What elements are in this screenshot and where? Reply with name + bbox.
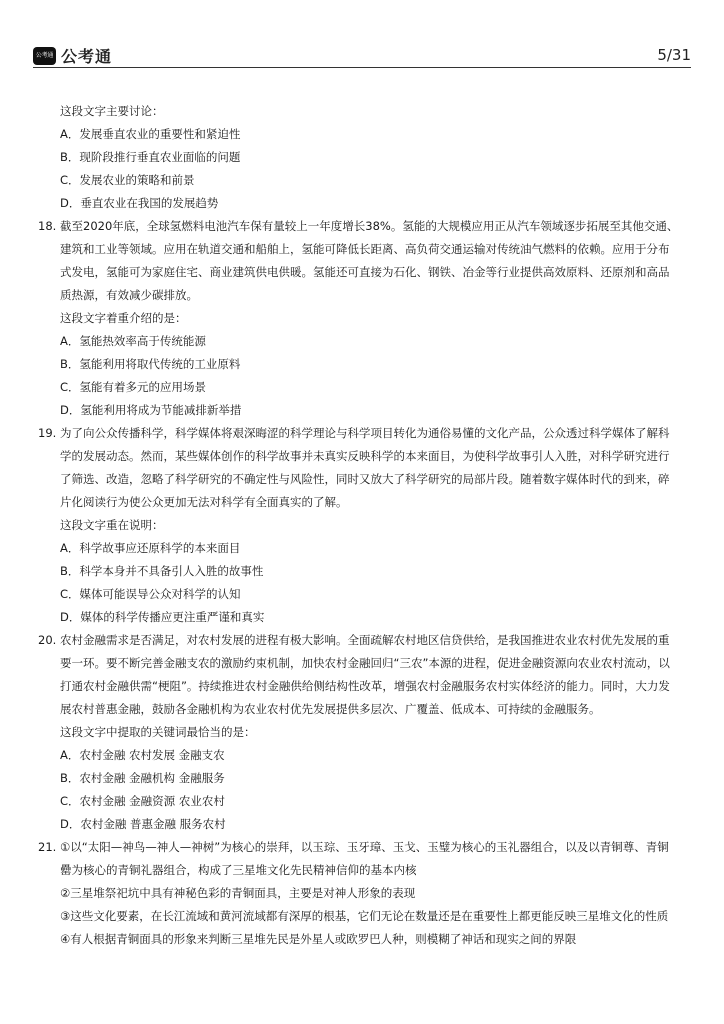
- question-prompt: 这段文字中提取的关键词最恰当的是：: [60, 725, 256, 739]
- question-number: 20.: [38, 633, 57, 647]
- question-18: [38, 215, 688, 422]
- passage-line: 了筛选、改造，忽略了科学研究的不确定性与风险性，同时又放大了科学研究的局部片段。随着数字媒体时代的到来，碎: [60, 472, 670, 486]
- option-a: A．农村金融 农村发展 金融支农: [60, 748, 225, 762]
- question-number: 19.: [38, 426, 57, 440]
- page-number: 5/31: [657, 46, 691, 64]
- option-d: D．垂直农业在我国的发展趋势: [60, 196, 219, 210]
- question-17-tail: [38, 100, 688, 215]
- logo-badge-icon: 公考通: [33, 47, 56, 65]
- passage-line: 为了向公众传播科学，科学媒体将艰深晦涩的科学理论与科学项目转化为通俗易懂的文化产品，公众透过科学媒体了解科: [60, 426, 670, 440]
- passage-line: 学的发展动态。然而，某些媒体创作的科学故事并未真实反映科学的本来面目，为使科学故事引人入胜，对科学研究进行: [60, 449, 670, 463]
- page-header: [33, 42, 691, 68]
- passage-line: 农村金融需求是否满足，对农村发展的进程有极大影响。全面疏解农村地区信贷供给，是我国推进农业农村优先发展的重: [60, 633, 670, 647]
- passage-line: 片化阅读行为使公众更加无法对科学有全面真实的了解。: [60, 495, 348, 509]
- option-c: C．氢能有着多元的应用场景: [60, 380, 207, 394]
- question-20: [38, 629, 688, 836]
- option-b: B．氢能利用将取代传统的工业原料: [60, 357, 241, 371]
- header-divider: [33, 67, 691, 68]
- passage-line: 质热源，有效减少碳排放。: [60, 288, 198, 302]
- question-21: [38, 836, 688, 951]
- document-body: [38, 100, 688, 951]
- option-c: C．媒体可能误导公众对科学的认知: [60, 587, 241, 601]
- option-d: D．媒体的科学传播应更注重严谨和真实: [60, 610, 265, 624]
- question-prompt: 这段文字着重介绍的是：: [60, 311, 187, 325]
- option-c: C．发展农业的策略和前景: [60, 173, 195, 187]
- question-number: 18.: [38, 219, 57, 233]
- passage-line: 展农村普惠金融，鼓励各金融机构为农业农村优先发展提供多层次、广覆盖、低成本、可持续的金融服务。: [60, 702, 601, 716]
- passage-line: 建筑和工业等领域。应用在轨道交通和船舶上，氢能可降低长距离、高负荷交通运输对传统油气燃料的依赖。应用于分布: [60, 242, 670, 256]
- logo-text: 公考通: [61, 47, 113, 66]
- option-c: C．农村金融 金融资源 农业农村: [60, 794, 225, 808]
- option-b: B．农村金融 金融机构 金融服务: [60, 771, 225, 785]
- question-prompt: 这段文字重在说明：: [60, 518, 164, 532]
- option-d: D．氢能利用将成为节能减排新举措: [60, 403, 242, 417]
- question-19: [38, 422, 688, 629]
- option-b: B．现阶段推行垂直农业面临的问题: [60, 150, 241, 164]
- passage-line: 式发电，氢能可为家庭住宅、商业建筑供电供暖。氢能还可直接为石化、钢铁、冶金等行业提供高效原料、还原剂和高品: [60, 265, 670, 279]
- option-b: B．科学本身并不具备引人入胜的故事性: [60, 564, 264, 578]
- question-prompt: 这段文字主要讨论：: [60, 104, 164, 118]
- statement-line: ①以“太阳—神鸟—神人—神树”为核心的崇拜，以玉琮、玉牙璋、玉戈、玉璧为核心的玉礼器组合，以及以青铜尊、青铜: [60, 840, 669, 854]
- option-a: A．发展垂直农业的重要性和紧迫性: [60, 127, 241, 141]
- statement-line: ④有人根据青铜面具的形象来判断三星堆先民是外星人或欧罗巴人种，则模糊了神话和现实之间的界限: [60, 932, 577, 946]
- brand-logo: [33, 44, 112, 67]
- statement-line: ②三星堆祭祀坑中具有神秘色彩的青铜面具，主要是对神人形象的表现: [60, 886, 416, 900]
- statement-line: 罍为核心的青铜礼器组合，构成了三星堆文化先民精神信仰的基本内核: [60, 863, 417, 877]
- passage-line: 截至2020年底，全球氢燃料电池汽车保有量较上一年度增长38%。氢能的大规模应用正从汽车领域逐步拓展至其他交通、: [60, 219, 679, 233]
- option-a: A．氢能热效率高于传统能源: [60, 334, 206, 348]
- question-number: 21.: [38, 840, 57, 854]
- statement-line: ③这些文化要素，在长江流域和黄河流域都有深厚的根基，它们无论在数量还是在重要性上都更能反映三星堆文化的性质: [60, 909, 669, 923]
- option-a: A．科学故事应还原科学的本来面目: [60, 541, 241, 555]
- passage-line: 打通农村金融供需“梗阻”。持续推进农村金融供给侧结构性改革，增强农村金融服务农村实体经济的能力。同时，大力发: [60, 679, 670, 693]
- passage-line: 要一环。要不断完善金融支农的激励约束机制，加快农村金融回归“三农”本源的进程，促进金融资源向农业农村流动，以: [60, 656, 670, 670]
- option-d: D．农村金融 普惠金融 服务农村: [60, 817, 226, 831]
